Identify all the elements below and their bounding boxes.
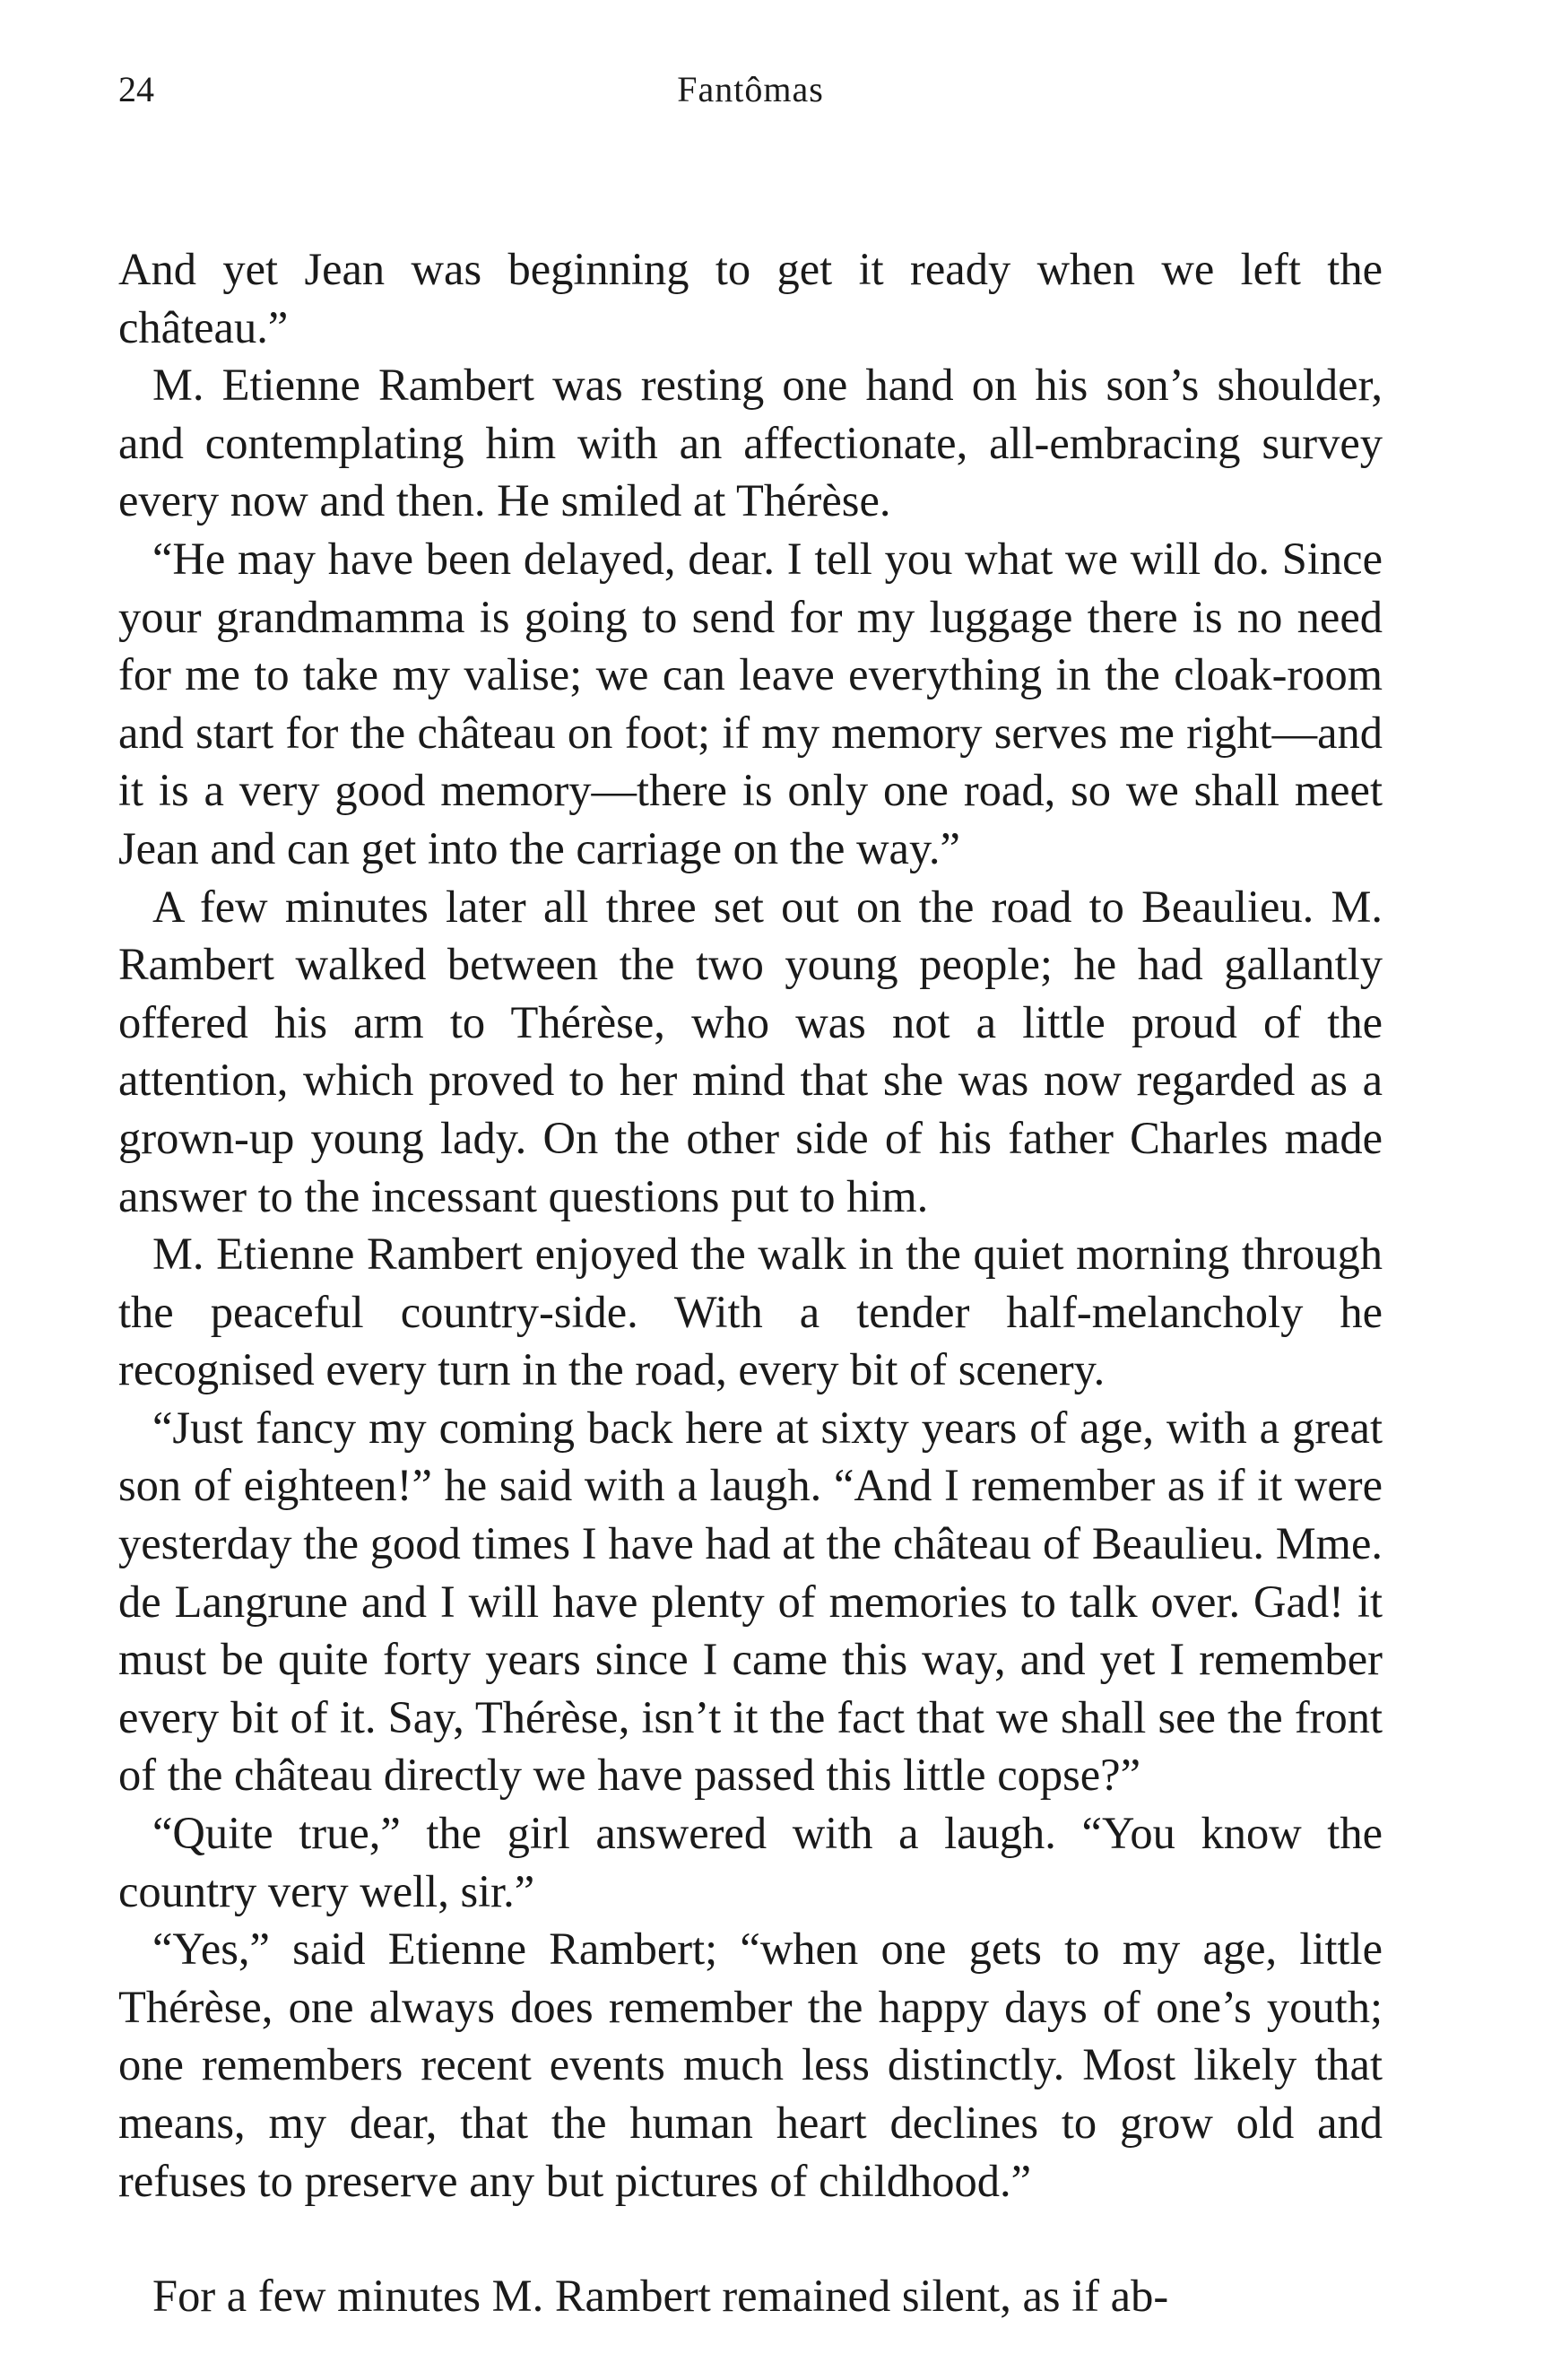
running-head [118,63,1383,117]
page-number: 24 [118,69,154,109]
paragraph-9: For a few minutes M. Rambert remained silent, as if ab- [152,2271,1169,2322]
paragraph-3: “He may have been delayed, dear. I tell you what we will do. Since your grandmamma is going to send for my luggage there is no need for me to take my valise; we can leave everything in the cloak-room and start for the château on foot; if my memory serves me right—and it is a very good memory—there is only one road, so we shall meet Jean and can get into the carriage on the way.” [118,533,1383,873]
paragraph-1: And yet Jean was beginning to get it ready when we left the château.” [118,244,1383,352]
book-title: Fantômas [677,69,824,109]
paragraph-7: “Quite true,” the girl answered with a laugh. “You know the country very well, sir.” [118,1808,1383,1916]
paragraph-8: “Yes,” said Etienne Rambert; “when one gets to my age, little Thérèse, one always does remember the happy days of one’s youth; one remembers recent events much less distinctly. Most likely that means, my dear, that the human heart declines to grow old and refuses to preserve any but pictures of childhood.” [118,1924,1383,2206]
book-page [118,63,1383,2325]
paragraph-5: M. Etienne Rambert enjoyed the walk in the quiet morning through the peaceful country-side. With a tender half-melancholy he recognised every turn in the road, every bit of scenery. [118,1229,1383,1395]
paragraph-2: M. Etienne Rambert was resting one hand on his son’s shoulder, and contemplating him with an affectionate, all-embracing survey every now and then. He smiled at Thérèse. [118,360,1383,526]
paragraph-4: A few minutes later all three set out on the road to Beaulieu. M. Rambert walked between the two young people; he had gallantly offered his arm to Thérèse, who was not a little proud of the attention, which proved to her mind that she was now regarded as a grown-up young lady. On the other side of his father Charles made answer to the incessant questions put to him. [118,881,1383,1221]
paragraph-6: “Just fancy my coming back here at sixty years of age, with a great son of eighteen!” he said with a laugh. “And I remember as if it were yesterday the good times I have had at the château of Beaulieu. Mme. de Langrune and I will have plenty of memories to talk over. Gad! it must be quite forty years since I came this way, and yet I remember every bit of it. Say, Thérèse, isn’t it the fact that we shall see the front of the château directly we have passed this little copse?” [118,1402,1383,1801]
body-text [118,240,1383,2325]
